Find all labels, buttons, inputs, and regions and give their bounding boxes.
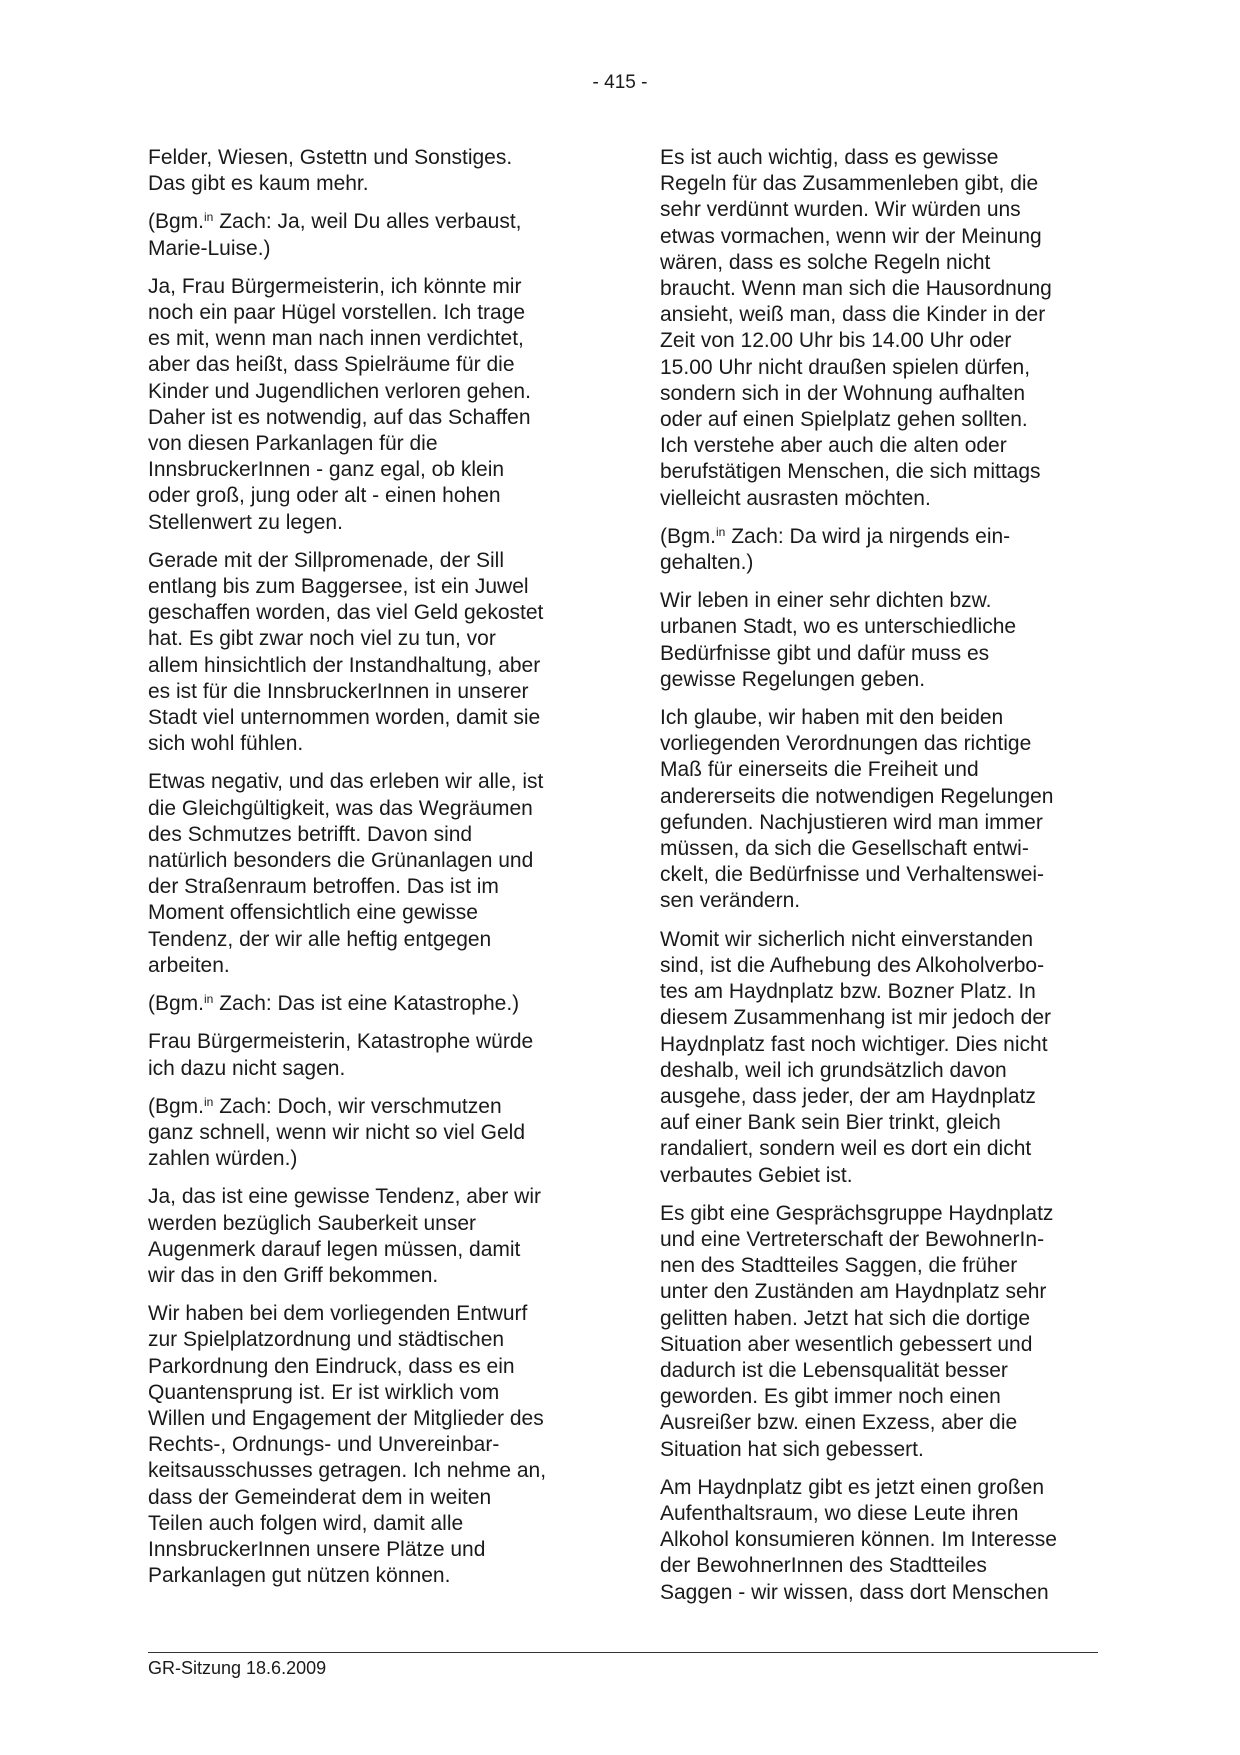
right-column — [660, 145, 1100, 1618]
interjection-text: Zach: Doch, wir verschmutzen ganz schnell, wenn wir nicht so viel Geld zahlen würden.) — [148, 1094, 526, 1171]
paragraph: Wir leben in einer sehr dichten bzw. urbanen Stadt, wo es unterschiedliche Bedürfnisse gibt und dafür muss es gewisse Regelungen geben. — [660, 589, 1017, 691]
interjection-prefix: (Bgm.$^{in}$ — [148, 210, 214, 234]
interjection-prefix: (Bgm.$^{in}$ — [660, 524, 726, 548]
footer-divider — [148, 1652, 1098, 1653]
left-column — [148, 145, 588, 1601]
interjection-prefix: (Bgm.$^{in}$ — [148, 991, 214, 1016]
paragraph: Ja, Frau Bürgermeisterin, ich könnte mir noch ein paar Hügel vorstellen. Ich trage es mit, wenn man nach innen verdichtet, aber das heißt, dass Spielräume für die Kinder und Jugendlichen verloren gehen. Daher ist es notwendig, auf das Schaffen von diesen Parkanlagen für die InnsbruckerInnen - ganz egal, ob klein oder groß, jung oder alt - einen hohen Stellenwert zu legen. — [148, 274, 531, 534]
paragraph: Es gibt eine Gesprächsgruppe Haydnplatz und eine Vertreterschaft der BewohnerIn- nen des Stadtteiles Saggen, die früher unter den Zuständen am Haydnplatz sehr gelitten haben. Jetzt hat sich die dortige Situation aber wesentlich gebessert und dadurch ist die Lebensqualität besser geworden. Es gibt immer noch einen Ausreißer bzw. einen Exzess, aber die Situation hat sich gebessert. — [660, 1201, 1054, 1461]
interjection — [148, 991, 588, 1017]
paragraph: Am Haydnplatz gibt es jetzt einen großen Aufenthaltsraum, wo diese Leute ihren Alkohol konsumieren können. Im Interesse der BewohnerInnen des Stadtteiles Saggen - wir wissen, dass dort Menschen — [660, 1475, 1057, 1604]
paragraph: Felder, Wiesen, Gstettn und Sonstiges. Das gibt es kaum mehr. — [148, 146, 513, 196]
interjection-text: Zach: Das ist eine Katastrophe.) — [213, 992, 520, 1016]
interjection-text: Zach: Da wird ja nirgends ein- gehalten.) — [660, 524, 1011, 575]
paragraph: Wir haben bei dem vorliegenden Entwurf zur Spielplatzordnung und städtischen Parkordnung den Eindruck, dass es ein Quantensprung ist. Er ist wirklich vom Willen und Engagement der Mitglieder des Rechts-, Ordnungs- und Unvereinbar- keitsausschusses getragen. Ich nehme an, dass der Gemeinderat dem in weiten Teilen auch folgen wird, damit alle InnsbruckerInnen unsere Plätze und Parkanlagen gut nützen können. — [148, 1302, 547, 1588]
paragraph: Etwas negativ, und das erleben wir alle, ist die Gleichgültigkeit, was das Wegräumen des Schmutzes betrifft. Davon sind natürlich besonders die Grünanlagen und der Straßenraum betroffen. Das ist im Moment offensichtlich eine gewisse Tendenz, der wir alle heftig entgegen arbeiten. — [148, 770, 544, 977]
paragraph: Frau Bürgermeisterin, Katastrophe würde ich dazu nicht sagen. — [148, 1030, 534, 1080]
interjection-prefix: (Bgm.$^{in}$ — [148, 1094, 214, 1118]
paragraph: Es ist auch wichtig, dass es gewisse Regeln für das Zusammenleben gibt, die sehr verdünnt wurden. Wir würden uns etwas vormachen, wenn wir der Meinung wären, dass es solche Regeln nicht braucht. Wenn man sich die Hausordnung ansieht, weiß man, dass die Kinder in der Zeit von 12.00 Uhr bis 14.00 Uhr oder 15.00 Uhr nicht draußen spielen dürfen, sondern sich in der Wohnung aufhalten oder auf einen Spielplatz gehen sollten. Ich verstehe aber auch die alten oder berufstätigen Menschen, die sich mittags vielleicht ausrasten möchten. — [660, 146, 1052, 510]
paragraph: Ja, das ist eine gewisse Tendenz, aber wir werden bezüglich Sauberkeit unser Augenmerk darauf legen müssen, damit wir das in den Griff bekommen. — [148, 1185, 541, 1287]
paragraph: Gerade mit der Sillpromenade, der Sill entlang bis zum Baggersee, ist ein Juwel geschaffen worden, das viel Geld gekostet hat. Es gibt zwar noch viel zu tun, vor allem hinsichtlich der Instandhaltung, aber es ist für die InnsbruckerInnen in unserer Stadt viel unternommen worden, damit sie sich wohl fühlen. — [148, 548, 544, 756]
interjection — [148, 209, 588, 261]
paragraph: Ich glaube, wir haben mit den beiden vorliegenden Verordnungen das richtige Maß für einerseits die Freiheit und andererseits die notwendigen Regelungen gefunden. Nachjustieren wird man immer müssen, da sich die Gesellschaft entwi- ckelt, die Bedürfnisse und Verhaltenswei- sen verändern. — [660, 706, 1054, 913]
interjection-text: Zach: Ja, weil Du alles verbaust, Marie-Luise.) — [148, 210, 522, 260]
interjection — [148, 1094, 588, 1173]
page-number: - 415 - — [592, 72, 648, 93]
footer-session-label: GR-Sitzung 18.6.2009 — [148, 1658, 327, 1678]
interjection — [660, 524, 1100, 576]
paragraph: Womit wir sicherlich nicht einverstanden sind, ist die Aufhebung des Alkoholverbo- tes am Haydnplatz bzw. Bozner Platz. In diesem Zusammenhang ist mir jedoch der Haydnplatz fast noch wichtiger. Dies nicht deshalb, weil ich grundsätzlich davon ausgehe, dass jeder, der am Haydnplatz auf einer Bank sein Bier trinkt, gleich randaliert, sondern weil es dort ein dicht verbautes Gebiet ist. — [660, 927, 1052, 1187]
